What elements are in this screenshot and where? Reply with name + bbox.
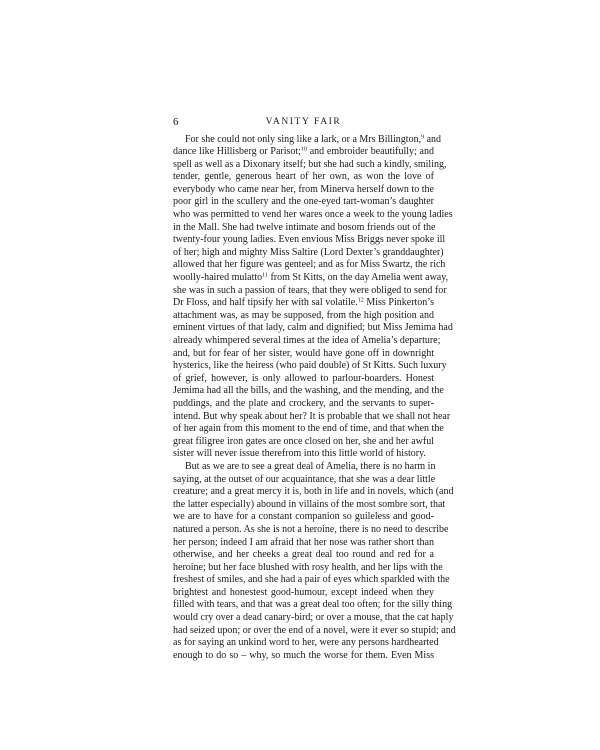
text-line: puddings, and the plate and crockery, and the servants to super- bbox=[173, 397, 434, 409]
text-line: as for saying an unkind word to her, were any persons hardhearted bbox=[173, 637, 439, 649]
text-line: would cry over a dead canary-bird; or over a mouse, that the cat haply bbox=[173, 612, 454, 624]
paragraph bbox=[173, 133, 453, 461]
text-line: twenty-four young ladies. Even envious Miss Briggs never spoke ill bbox=[173, 234, 446, 246]
text-line: in the Mall. She had twelve intimate and bosom friends out of the bbox=[173, 221, 436, 233]
text-line: Jemima had all the bills, and the washing, and the mending, and the bbox=[173, 385, 444, 397]
body-text bbox=[173, 133, 456, 663]
text-line: enough to do so – why, so much the worse for them. Even Miss bbox=[173, 649, 434, 661]
text-line: of grief, however, is only allowed to parlour-boarders. Honest bbox=[173, 372, 434, 384]
text-line: who was permitted to vend her wares once a week to the young ladies bbox=[173, 209, 453, 221]
text-line: poor girl in the scullery and the one-eyed tart-woman’s daughter bbox=[173, 196, 434, 208]
text-line: of her; high and mighty Miss Saltire (Lord Dexter’s granddaughter) bbox=[173, 246, 444, 258]
footnote-marker: 10 bbox=[300, 146, 307, 153]
text-line: hysterics, like the heiress (who paid double) of St Kitts. Such luxury bbox=[173, 360, 447, 372]
text-line: her person; indeed I am afraid that her nose was rather short than bbox=[173, 536, 434, 548]
text-line: already whimpered several times at the idea of Amelia’s departure; bbox=[173, 335, 441, 346]
running-head bbox=[173, 115, 434, 129]
text-line: spell as well as a Dixonary itself; but she had such a kindly, smiling, bbox=[173, 158, 447, 170]
text-line: tender, gentle, generous heart of her own, as won the love of bbox=[173, 171, 434, 183]
text-line: allowed that her figure was genteel; and as for Miss Swartz, the rich bbox=[173, 259, 446, 271]
text-line: saying, at the outset of our acquaintance, that she was a dear little bbox=[173, 473, 436, 485]
page-number: 6 bbox=[173, 116, 179, 128]
footnote-marker: 12 bbox=[357, 297, 364, 304]
running-title: VANITY FAIR bbox=[265, 117, 342, 127]
text-line: otherwise, and her cheeks a great deal too round and red for a bbox=[173, 549, 434, 561]
text-line: she was in such a passion of tears, that they were obliged to send for bbox=[173, 284, 447, 296]
text-line: freshest of smiles, and she had a pair of eyes which sparkled with the bbox=[173, 574, 450, 586]
text-line: eminent virtues of that lady, calm and dignified; but Miss Jemima had bbox=[173, 322, 453, 334]
text-line: But as we are to see a great deal of Amelia, there is no harm in bbox=[185, 460, 436, 472]
text-line: heroine; but her face blushed with rosy health, and her lips with the bbox=[173, 561, 443, 573]
text-line: sister will never issue therefrom into this little world of history. bbox=[173, 448, 426, 460]
text-line: filled with tears, and that was a great deal too often; for the silly thing bbox=[173, 599, 453, 611]
text-line: creature; and a great mercy it is, both in life and in novels, which (and bbox=[173, 486, 454, 498]
paragraph bbox=[173, 460, 456, 663]
text-line: attachment was, as may be supposed, from the high position and bbox=[173, 309, 434, 321]
text-line: and, but for fear of her sister, would have gone off in downright bbox=[173, 347, 434, 359]
text-line: everybody who came near her, from Minerva herself down to the bbox=[173, 183, 434, 195]
text-line: intend. But why speak about her? It is probable that we shall not hear bbox=[173, 410, 451, 422]
footnote-marker: 9 bbox=[421, 134, 425, 140]
text-line: we are to have for a constant companion so guileless and good- bbox=[173, 511, 434, 523]
text-line: natured a person. As she is not a heroine, there is no need to describe bbox=[173, 523, 449, 535]
text-line: the latter especially) abound in villains of the most sombre sort, that bbox=[173, 498, 446, 510]
text-line: great filigree iron gates are once closed on her, she and her awful bbox=[173, 435, 434, 447]
text-line: had seized upon; or over the end of a novel, were it ever so stupid; and bbox=[173, 624, 456, 636]
text-line: For she could not only sing like a lark, or a Mrs Billington,$^9$ and bbox=[185, 133, 442, 145]
text-line: brightest and honestest good-humour, except indeed when they bbox=[173, 586, 434, 598]
text-line: woolly-haired mulatto$^{11}$ from St Kitts, on the day Amelia went away, bbox=[173, 272, 449, 284]
text-line: of her again from this moment to the end of time, and that when the bbox=[173, 423, 444, 435]
text-line: Dr Floss, and half tipsify her with sal volatile.$^{12}$ Miss Pinkerton’s bbox=[173, 297, 434, 309]
text-line: dance like Hillisberg or Parisot;$^{10}$ and embroider beautifully; and bbox=[173, 146, 434, 158]
footnote-marker: 11 bbox=[262, 272, 268, 279]
